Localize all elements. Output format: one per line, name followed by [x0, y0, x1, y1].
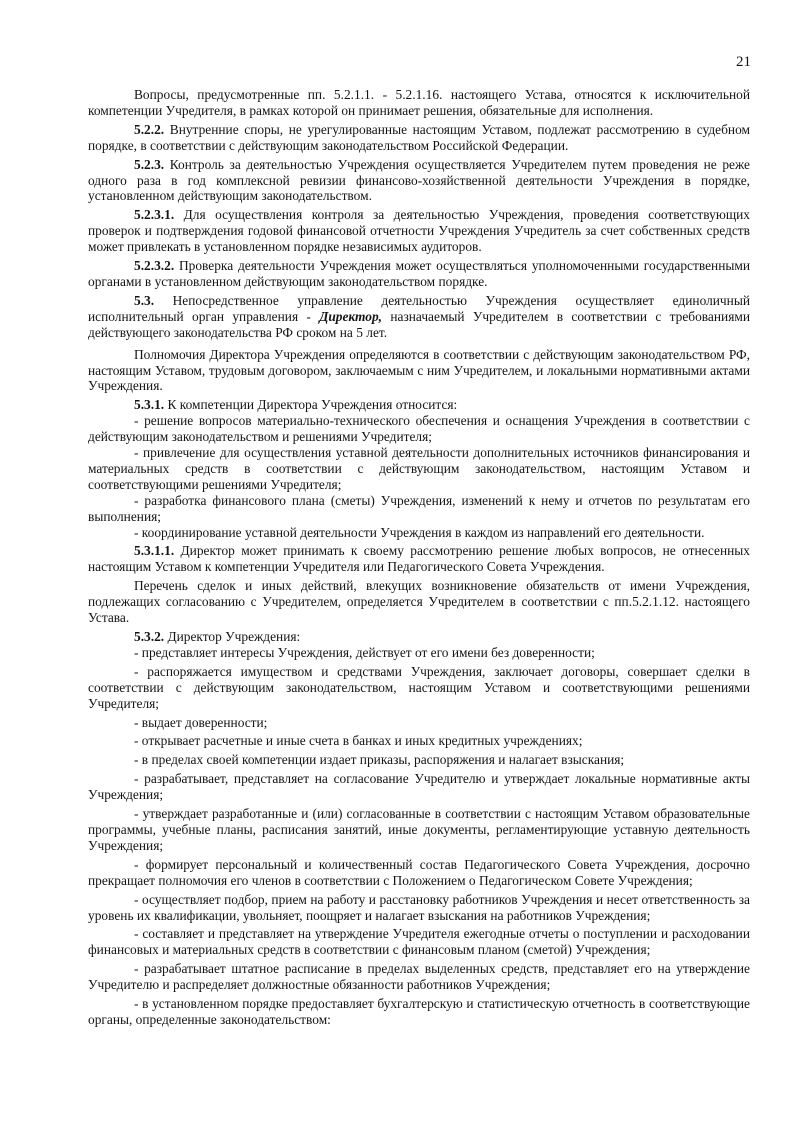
- clause-text: Директор Учреждения:: [164, 629, 301, 644]
- clause-number: 5.2.3.1.: [134, 207, 175, 223]
- list-item: - открывает расчетные и иные счета в банках и иных кредитных учреждениях;: [134, 733, 583, 749]
- list-item: - распоряжается имуществом и средствами Учреждения, заключает договоры, совершает сделки в соответствии с действующим законодательством, настоящим Уставом и соответствующими решениями Учредителя;: [88, 663, 750, 711]
- clause-number: 5.2.3.2.: [134, 258, 175, 274]
- list-item: - разработка финансового плана (сметы) Учреждения, изменений к нему и отчетов по результатам его выполнения;: [88, 492, 750, 524]
- paragraph-5-2-2: [88, 122, 750, 154]
- paragraph-5-2-3-1: [88, 207, 750, 255]
- paragraph-director-powers: Полномочия Директора Учреждения определяются в соответствии с действующим законодательством РФ, настоящим Уставом, трудовым договором, заключаемым с ним Учредителем, и локальными нормативными актами Учреждения.: [88, 346, 750, 394]
- paragraph-5-2-3-2: [88, 258, 750, 290]
- clause-text: Для осуществления контроля за деятельностью Учреждения, проведения соответствующих проверок и подтверждения годовой финансовой отчетности Учреждения Учредитель за счет собственных средств может привлекать в установленном порядке независимых аудиторов.: [88, 207, 750, 255]
- list-item: - в пределах своей компетенции издает приказы, распоряжения и налагает взыскания;: [134, 752, 625, 768]
- list-item: - представляет интересы Учреждения, действует от его имени без доверенности;: [134, 644, 595, 660]
- list-item: - осуществляет подбор, прием на работу и расстановку работников Учреждения и несет ответственность за уровень их квалификации, увольняет, поощряет и налагает взыскания на работников Учреждения;: [88, 891, 750, 923]
- list-item: - разрабатывает, представляет на согласование Учредителю и утверждает локальные нормативные акты Учреждения;: [88, 771, 750, 803]
- clause-text: Директор может принимать к своему рассмотрению решение любых вопросов, не отнесенных настоящим Уставом к компетенции Учредителя или Педагогического Совета Учреждения.: [88, 543, 750, 575]
- list-item: - решение вопросов материально-технического обеспечения и оснащения Учреждения в соответствии с действующим законодательством и решениями Учредителя;: [88, 413, 750, 445]
- document-body: [88, 87, 750, 1028]
- clause-number: 5.2.2.: [134, 121, 165, 137]
- clause-text: Контроль за деятельностью Учреждения осуществляется Учредителем путем проведения не реже одного раза в год комплексной ревизии финансово-хозяйственной деятельности Учреждения в порядке, установленном действующим законодательством.: [88, 156, 750, 204]
- clause-text: Непосредственное управление деятельностью Учреждения осуществляет единоличный исполнительный орган управления -: [88, 292, 750, 324]
- clause-number: 5.3.: [134, 292, 155, 308]
- list-item: - составляет и представляет на утверждение Учредителя ежегодные отчеты о поступлении и расходовании финансовых и материальных средств в соответствии с финансовым планом (сметой) Учреждения;: [88, 926, 750, 958]
- paragraph-5-3-1: [88, 397, 750, 413]
- clause-number: 5.3.1.: [134, 397, 165, 413]
- list-item: - выдает доверенности;: [134, 714, 268, 730]
- clause-text: Проверка деятельности Учреждения может осуществляться уполномоченными государственными органами в установленном действующим законодательством порядке.: [88, 258, 750, 289]
- clause-text: назначаемый Учредителем в соответствии с требованиями действующего законодательства РФ сроком на 5 лет.: [88, 308, 751, 340]
- paragraph-5-3: [88, 293, 750, 341]
- list-item: - разрабатывает штатное расписание в пределах выделенных средств, представляет его на утверждение Учредителю и распределяет должностные обязанности работников Учреждения;: [88, 961, 750, 993]
- page-number: 21: [736, 54, 751, 70]
- list-item: - формирует персональный и количественный состав Педагогического Совета Учреждения, досрочно прекращает полномочия его членов в соответствии с Положением о Педагогическом Совете Учреждения;: [88, 856, 750, 888]
- clause-number: 5.2.3.: [134, 156, 165, 172]
- paragraph-5-3-1-1: [88, 543, 750, 575]
- list-item: - координирование уставной деятельности Учреждения в каждом из направлений его деятельности.: [134, 524, 705, 540]
- paragraph-5-3-2: [88, 629, 750, 645]
- clause-number: 5.3.1.1.: [134, 543, 175, 559]
- clause-text: Внутренние споры, не урегулированные настоящим Уставом, подлежат рассмотрению в судебном порядке, в соответствии с действующим законодательством Российской Федерации.: [88, 121, 750, 153]
- director-emphasis: Директор,: [319, 308, 383, 324]
- paragraph-transactions-list: Перечень сделок и иных действий, влекущих возникновение обязательств от имени Учреждения, подлежащих согласованию с Учредителем, определяется Учредителем в соответствии с пп.5.2.1.12. настоящего Устава.: [88, 578, 750, 626]
- paragraph-5-2-3: [88, 157, 750, 205]
- paragraph-exclusive-competence: Вопросы, предусмотренные пп. 5.2.1.1. - 5.2.1.16. настоящего Устава, относятся к исключительной компетенции Учредителя, в рамках которой он принимает решения, обязательные для исполнения.: [88, 87, 750, 118]
- list-item: - в установленном порядке предоставляет бухгалтерскую и статистическую отчетность в соответствующие органы, определенные законодательством:: [88, 996, 750, 1027]
- clause-text: К компетенции Директора Учреждения относится:: [164, 397, 458, 413]
- list-item: - привлечение для осуществления уставной деятельности дополнительных источников финансирования и материальных средств в соответствии с действующим законодательством, настоящим Уставом и соответствующими решениями Учредителя;: [88, 445, 750, 492]
- clause-number: 5.3.2.: [134, 629, 165, 644]
- list-item: - утверждает разработанные и (или) согласованные в соответствии с настоящим Уставом образовательные программы, учебные планы, расписания занятий, иные документы, регламентирующие уставную деятельность Учреждения;: [88, 806, 750, 853]
